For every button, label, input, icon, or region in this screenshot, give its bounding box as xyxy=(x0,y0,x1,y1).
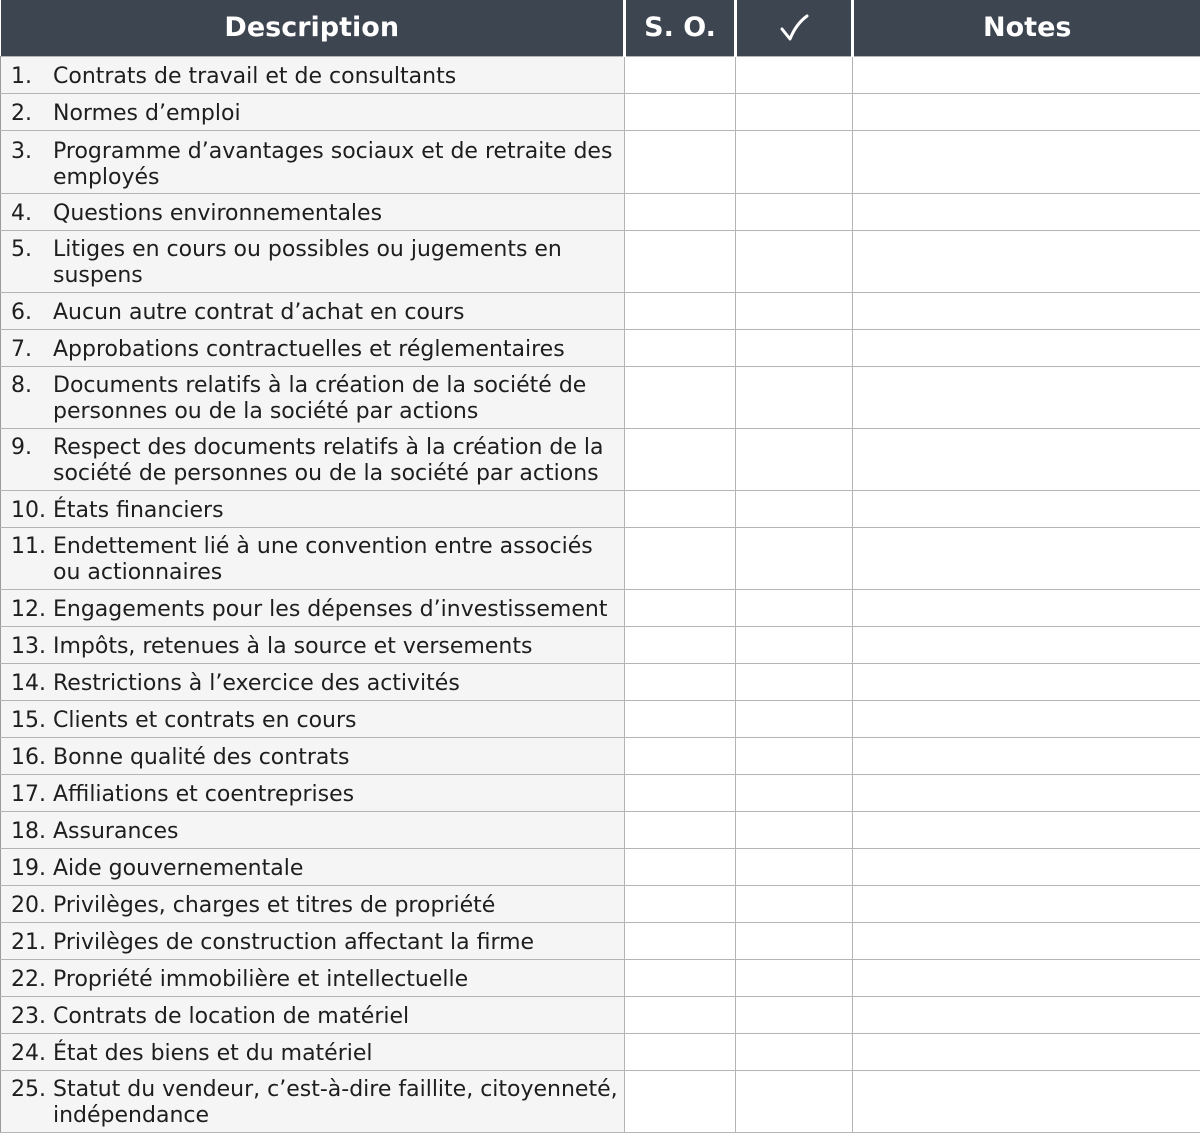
notes-cell[interactable] xyxy=(853,1070,1200,1132)
notes-cell[interactable] xyxy=(853,589,1200,626)
item-text: Privilèges de construction affectant la firme xyxy=(53,930,535,955)
description-cell xyxy=(1,1033,625,1070)
check-cell[interactable] xyxy=(736,428,853,490)
item-label xyxy=(1,431,624,487)
item-number: 24. xyxy=(11,1041,46,1066)
table-row xyxy=(1,700,1200,737)
item-text: Aucun autre contrat d’achat en cours xyxy=(53,300,465,325)
so-cell[interactable] xyxy=(625,848,736,885)
item-text: Impôts, retenues à la source et versements xyxy=(53,634,533,659)
item-number: 5. xyxy=(11,237,32,262)
table-row xyxy=(1,428,1200,490)
item-label xyxy=(1,59,624,90)
so-cell[interactable] xyxy=(625,93,736,130)
item-label xyxy=(1,295,624,326)
description-cell xyxy=(1,56,625,93)
item-text: Questions environnementales xyxy=(53,201,383,226)
item-label xyxy=(1,740,624,771)
table-row xyxy=(1,848,1200,885)
description-cell xyxy=(1,193,625,230)
item-text: Engagements pour les dépenses d’investissement xyxy=(53,597,608,622)
description-cell xyxy=(1,1070,625,1132)
so-cell[interactable] xyxy=(625,959,736,996)
table-body xyxy=(1,56,1200,1132)
item-text: États financiers xyxy=(53,498,224,523)
item-number: 22. xyxy=(11,967,46,992)
item-text: Statut du vendeur, c’est-à-dire faillite, citoyenneté, indépendance xyxy=(53,1077,618,1128)
item-number: 23. xyxy=(11,1004,46,1029)
table-row xyxy=(1,737,1200,774)
item-label xyxy=(1,493,624,524)
table-row xyxy=(1,589,1200,626)
so-cell[interactable] xyxy=(625,811,736,848)
so-cell[interactable] xyxy=(625,230,736,292)
item-text: Normes d’emploi xyxy=(53,101,241,126)
check-cell[interactable] xyxy=(736,527,853,589)
notes-cell[interactable] xyxy=(853,700,1200,737)
table-row xyxy=(1,626,1200,663)
item-text: Programme d’avantages sociaux et de retraite des employés xyxy=(53,138,613,190)
item-label xyxy=(1,999,624,1030)
so-cell[interactable] xyxy=(625,922,736,959)
so-cell[interactable] xyxy=(625,1070,736,1132)
item-text: Bonne qualité des contrats xyxy=(53,745,350,770)
table-row xyxy=(1,230,1200,292)
notes-cell[interactable] xyxy=(853,811,1200,848)
table-row xyxy=(1,490,1200,527)
item-text: Respect des documents relatifs à la création de la société de personnes ou de la société par actions xyxy=(53,435,604,486)
check-cell[interactable] xyxy=(736,922,853,959)
notes-cell[interactable] xyxy=(853,1033,1200,1070)
item-number: 13. xyxy=(11,634,46,659)
item-number: 16. xyxy=(11,745,46,770)
item-label xyxy=(1,851,624,882)
notes-cell[interactable] xyxy=(853,527,1200,589)
notes-cell[interactable] xyxy=(853,230,1200,292)
notes-cell[interactable] xyxy=(853,93,1200,130)
item-number: 20. xyxy=(11,893,46,918)
check-cell[interactable] xyxy=(736,959,853,996)
item-label xyxy=(1,96,624,127)
item-text: État des biens et du matériel xyxy=(53,1041,373,1066)
notes-cell[interactable] xyxy=(853,490,1200,527)
so-cell[interactable] xyxy=(625,490,736,527)
item-text: Clients et contrats en cours xyxy=(53,708,357,733)
table-row xyxy=(1,366,1200,428)
table-row xyxy=(1,193,1200,230)
header-row xyxy=(1,0,1200,56)
description-cell xyxy=(1,230,625,292)
item-label xyxy=(1,777,624,808)
notes-cell[interactable] xyxy=(853,626,1200,663)
table-row xyxy=(1,93,1200,130)
so-cell[interactable] xyxy=(625,366,736,428)
check-cell[interactable] xyxy=(736,700,853,737)
so-cell[interactable] xyxy=(625,626,736,663)
check-cell[interactable] xyxy=(736,885,853,922)
so-cell[interactable] xyxy=(625,700,736,737)
check-cell[interactable] xyxy=(736,848,853,885)
check-cell[interactable] xyxy=(736,996,853,1033)
item-number: 18. xyxy=(11,819,46,844)
item-text: Documents relatifs à la création de la société de personnes ou de la société par actions xyxy=(53,373,587,424)
description-cell xyxy=(1,428,625,490)
item-number: 14. xyxy=(11,671,46,696)
item-number: 7. xyxy=(11,337,32,362)
item-label xyxy=(1,196,624,227)
notes-cell[interactable] xyxy=(853,774,1200,811)
item-text: Privilèges, charges et titres de propriété xyxy=(53,893,496,918)
item-number: 8. xyxy=(11,373,32,398)
notes-cell[interactable] xyxy=(853,737,1200,774)
table-row xyxy=(1,1070,1200,1132)
description-cell xyxy=(1,922,625,959)
table-header xyxy=(1,0,1200,56)
so-cell[interactable] xyxy=(625,193,736,230)
notes-cell[interactable] xyxy=(853,885,1200,922)
item-label xyxy=(1,1036,624,1067)
notes-cell[interactable] xyxy=(853,366,1200,428)
table-row xyxy=(1,996,1200,1033)
description-cell xyxy=(1,848,625,885)
notes-cell[interactable] xyxy=(853,959,1200,996)
check-cell[interactable] xyxy=(736,663,853,700)
description-cell xyxy=(1,885,625,922)
table-row xyxy=(1,527,1200,589)
description-cell xyxy=(1,292,625,329)
item-label xyxy=(1,814,624,845)
description-cell xyxy=(1,811,625,848)
so-cell[interactable] xyxy=(625,663,736,700)
item-label xyxy=(1,703,624,734)
so-cell[interactable] xyxy=(625,527,736,589)
check-cell[interactable] xyxy=(736,1070,853,1132)
item-label xyxy=(1,133,624,191)
item-text: Affiliations et coentreprises xyxy=(53,782,355,807)
description-cell xyxy=(1,527,625,589)
item-number: 6. xyxy=(11,300,32,325)
table-row xyxy=(1,1033,1200,1070)
item-text: Contrats de travail et de consultants xyxy=(53,64,457,89)
description-cell xyxy=(1,737,625,774)
table-row xyxy=(1,329,1200,366)
so-cell[interactable] xyxy=(625,885,736,922)
description-cell xyxy=(1,366,625,428)
item-number: 3. xyxy=(11,138,32,164)
notes-cell[interactable] xyxy=(853,56,1200,93)
table-row xyxy=(1,959,1200,996)
item-label xyxy=(1,592,624,623)
checkmark-icon xyxy=(779,14,809,42)
notes-cell[interactable] xyxy=(853,130,1200,193)
notes-cell[interactable] xyxy=(853,663,1200,700)
item-text: Propriété immobilière et intellectuelle xyxy=(53,967,469,992)
item-label xyxy=(1,530,624,586)
notes-cell[interactable] xyxy=(853,996,1200,1033)
notes-cell[interactable] xyxy=(853,428,1200,490)
item-number: 2. xyxy=(11,101,32,126)
item-number: 4. xyxy=(11,201,32,226)
so-cell[interactable] xyxy=(625,774,736,811)
header-notes: Notes xyxy=(853,0,1200,56)
item-label xyxy=(1,369,624,425)
item-number: 11. xyxy=(11,534,46,559)
table-row xyxy=(1,663,1200,700)
so-cell[interactable] xyxy=(625,329,736,366)
so-cell[interactable] xyxy=(625,996,736,1033)
item-text: Endettement lié à une convention entre associés ou actionnaires xyxy=(53,534,593,585)
so-cell[interactable] xyxy=(625,428,736,490)
so-cell[interactable] xyxy=(625,130,736,193)
item-number: 10. xyxy=(11,498,46,523)
item-label xyxy=(1,962,624,993)
item-text: Aide gouvernementale xyxy=(53,856,304,881)
item-number: 21. xyxy=(11,930,46,955)
check-cell[interactable] xyxy=(736,292,853,329)
description-cell xyxy=(1,774,625,811)
table-row xyxy=(1,774,1200,811)
item-text: Assurances xyxy=(53,819,179,844)
header-description: Description xyxy=(1,0,625,56)
description-cell xyxy=(1,626,625,663)
so-cell[interactable] xyxy=(625,737,736,774)
item-text: Contrats de location de matériel xyxy=(53,1004,410,1029)
item-label xyxy=(1,888,624,919)
description-cell xyxy=(1,589,625,626)
check-cell[interactable] xyxy=(736,93,853,130)
table-row xyxy=(1,292,1200,329)
description-cell xyxy=(1,130,625,193)
description-cell xyxy=(1,93,625,130)
notes-cell[interactable] xyxy=(853,329,1200,366)
so-cell[interactable] xyxy=(625,589,736,626)
header-check xyxy=(736,0,853,56)
notes-cell[interactable] xyxy=(853,848,1200,885)
check-cell[interactable] xyxy=(736,811,853,848)
item-label xyxy=(1,233,624,289)
check-cell[interactable] xyxy=(736,626,853,663)
description-cell xyxy=(1,996,625,1033)
item-label xyxy=(1,629,624,660)
description-cell xyxy=(1,663,625,700)
item-number: 15. xyxy=(11,708,46,733)
table-row xyxy=(1,811,1200,848)
header-so: S. O. xyxy=(625,0,736,56)
item-number: 25. xyxy=(11,1077,46,1102)
item-label xyxy=(1,925,624,956)
description-cell xyxy=(1,700,625,737)
check-cell[interactable] xyxy=(736,1033,853,1070)
description-cell xyxy=(1,329,625,366)
table-row xyxy=(1,130,1200,193)
check-cell[interactable] xyxy=(736,329,853,366)
check-cell[interactable] xyxy=(736,130,853,193)
so-cell[interactable] xyxy=(625,56,736,93)
item-text: Approbations contractuelles et réglementaires xyxy=(53,337,565,362)
check-cell[interactable] xyxy=(736,737,853,774)
item-label xyxy=(1,332,624,363)
notes-cell[interactable] xyxy=(853,292,1200,329)
check-cell[interactable] xyxy=(736,193,853,230)
item-number: 19. xyxy=(11,856,46,881)
item-text: Restrictions à l’exercice des activités xyxy=(53,671,460,696)
check-cell[interactable] xyxy=(736,490,853,527)
description-cell xyxy=(1,959,625,996)
item-number: 1. xyxy=(11,64,32,89)
check-cell[interactable] xyxy=(736,366,853,428)
item-label xyxy=(1,1073,624,1129)
check-cell[interactable] xyxy=(736,589,853,626)
so-cell[interactable] xyxy=(625,292,736,329)
item-number: 9. xyxy=(11,435,32,460)
item-number: 12. xyxy=(11,597,46,622)
table-row xyxy=(1,885,1200,922)
check-cell[interactable] xyxy=(736,56,853,93)
item-text: Litiges en cours ou possibles ou jugements en suspens xyxy=(53,237,562,288)
description-cell xyxy=(1,490,625,527)
item-label xyxy=(1,666,624,697)
table-row xyxy=(1,922,1200,959)
check-cell[interactable] xyxy=(736,774,853,811)
notes-cell[interactable] xyxy=(853,193,1200,230)
check-cell[interactable] xyxy=(736,230,853,292)
so-cell[interactable] xyxy=(625,1033,736,1070)
notes-cell[interactable] xyxy=(853,922,1200,959)
item-number: 17. xyxy=(11,782,46,807)
table-row xyxy=(1,56,1200,93)
